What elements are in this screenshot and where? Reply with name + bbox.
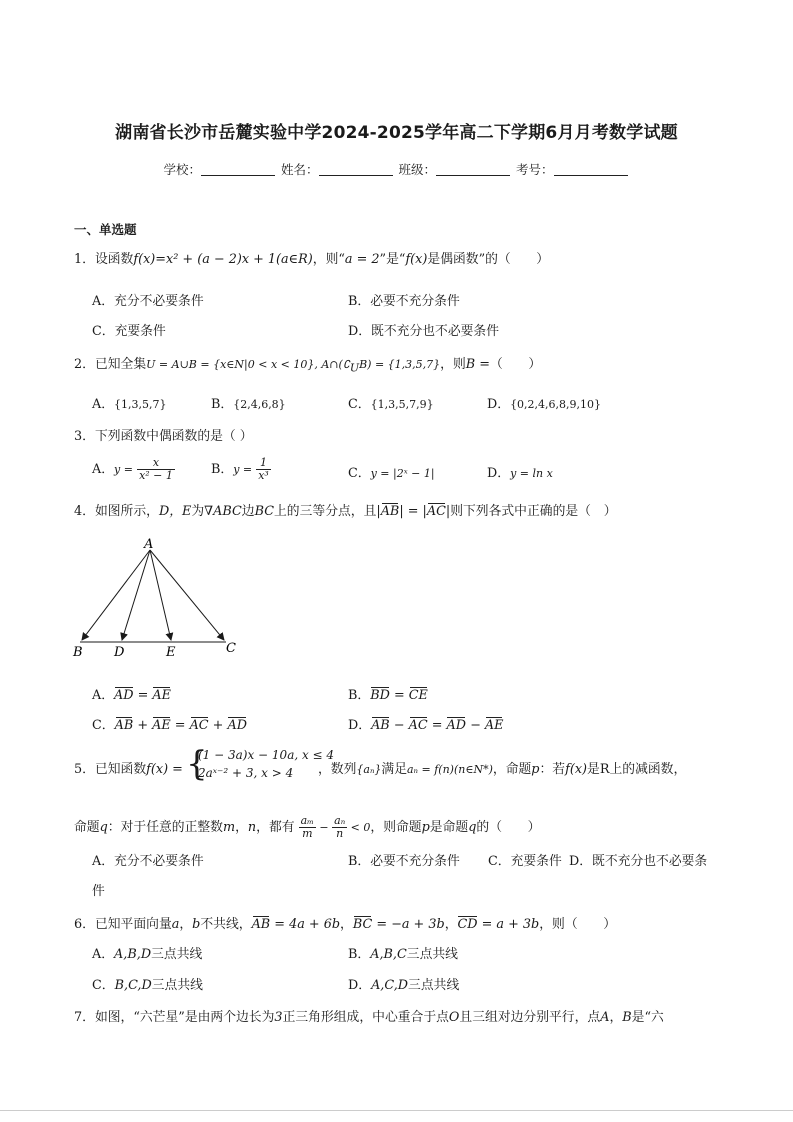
- vector-b: b: [192, 917, 201, 932]
- q6-text: ，: [444, 917, 458, 932]
- q2-number: 2．: [74, 357, 95, 372]
- vector-ad-arrow: [122, 550, 150, 640]
- q4-text: 上的三等分点，且: [274, 504, 377, 519]
- q4-option-a-label: A．: [92, 688, 115, 703]
- q6-option-a-text: 三点共线: [151, 947, 203, 962]
- q7-formula: B: [622, 1010, 632, 1025]
- vector-ae: AE: [152, 688, 172, 703]
- q3-option-c-value: y = |2ˣ − 1|: [370, 467, 435, 480]
- name-blank[interactable]: [319, 163, 393, 176]
- q6-formula: = −a + 3b: [372, 917, 445, 932]
- q2-option-a-label: A．: [92, 397, 115, 412]
- section-heading: 一、单选题: [74, 222, 137, 237]
- id-label: 考号：: [515, 162, 554, 177]
- q1-text: ”是“: [379, 252, 406, 267]
- q4-text: 则下列各式中正确的是（ ）: [450, 504, 617, 519]
- vector-bd: BD: [370, 688, 390, 703]
- name-label: 姓名：: [280, 162, 319, 177]
- school-label: 学校：: [163, 162, 201, 177]
- q2-formula: U = A∪B = {x∈N|0 < x < 10}, A∩(∁: [146, 358, 350, 371]
- q4-option-d-label: D．: [348, 718, 372, 733]
- q5-text: ：对于任意的正整数: [107, 820, 223, 835]
- q3-option-b-fraction: [256, 457, 271, 482]
- q2-option-a-value: {1,3,5,7}: [114, 398, 167, 411]
- q6-formula: = 4a + 6b: [270, 917, 341, 932]
- q6-option-c[interactable]: [92, 974, 203, 993]
- q3-option-b-label: B．: [211, 462, 234, 477]
- q6-text: ，: [340, 917, 353, 932]
- q5-option-c[interactable]: C．充要条件: [488, 854, 562, 869]
- vector-ab: AB: [380, 504, 400, 519]
- q5-text: 已知函数: [94, 762, 147, 777]
- q6-option-d-text: 三点共线: [408, 978, 460, 993]
- fraction-denominator: x² − 1: [139, 469, 173, 482]
- q5-formula: n: [247, 820, 257, 835]
- q7-text: 如图，“六芒星”是由两个边长为: [94, 1010, 275, 1025]
- vector-ac: AC: [189, 718, 209, 733]
- fraction-numerator: aₙ: [334, 814, 346, 827]
- q6-text: ，: [179, 917, 193, 932]
- q7-text: 且三组对边分别平行，点: [459, 1010, 601, 1025]
- q1-text: 设函数: [94, 252, 134, 267]
- point-label-d: D: [114, 645, 125, 660]
- q7-number: 7．: [74, 1010, 95, 1025]
- q6-option-c-text: 三点共线: [151, 978, 203, 993]
- q7-formula: A: [600, 1010, 610, 1025]
- q5-stem-line1: [74, 758, 183, 777]
- q5-case-1: (1 − 3a)x − 10a, x ≤ 4: [198, 748, 335, 762]
- q4-stem: 4．如图所示，D，E为∇ABC边BC上的三等分点，且|AB| = |AC|则下列各式中正确的是（ ）: [74, 504, 617, 519]
- q3-stem: [74, 425, 253, 444]
- exam-title: 湖南省长沙市岳麓实验中学2024-2025学年高二下学期6月月考数学试题: [115, 123, 678, 143]
- q6-option-c-label: C．: [92, 978, 115, 993]
- q6-option-d-label: D．: [348, 978, 372, 993]
- q2-option-a[interactable]: [92, 393, 167, 412]
- vector-ab: AB: [114, 718, 134, 733]
- q2-option-c-label: C．: [348, 397, 371, 412]
- q5-fraction-am: [299, 815, 316, 840]
- q2-option-b-label: B．: [211, 397, 234, 412]
- equals-sign: =: [133, 688, 153, 703]
- equals-sign: =: [170, 718, 190, 733]
- q5-text: 是: [587, 762, 600, 777]
- q1-option-c[interactable]: C．充要条件: [92, 324, 166, 339]
- q3-option-d-value: y = ln x: [510, 467, 553, 480]
- q6-text: ，则（ ）: [539, 917, 617, 932]
- q4-option-b[interactable]: [348, 684, 428, 703]
- q5-formula: aₙ = f(n)(n∈N*): [407, 763, 493, 776]
- q5-text: ：若: [539, 762, 566, 777]
- q5-formula: p: [421, 820, 430, 835]
- q5-stem-line1-rest: [318, 758, 686, 777]
- q5-text: 满足: [381, 762, 407, 777]
- q2-option-d-label: D．: [487, 397, 511, 412]
- minus-sign: −: [466, 718, 485, 733]
- q4-text: 边: [241, 504, 255, 519]
- q2-formula: B) = {1,3,5,7}: [359, 358, 441, 371]
- q7-text: 正三角形组成，中心重合于点: [282, 1010, 449, 1025]
- id-blank[interactable]: [554, 163, 628, 176]
- minus-sign: −: [389, 718, 409, 733]
- q5-option-d-wrap: 件: [92, 884, 105, 899]
- vector-ad: AD: [446, 718, 466, 733]
- q2-option-b[interactable]: [211, 393, 286, 412]
- q5-text: ，数列: [318, 762, 357, 777]
- q3-option-b-lhs: y =: [233, 463, 253, 476]
- q3-option-b[interactable]: [211, 457, 271, 482]
- q6-option-b-label: B．: [348, 947, 371, 962]
- q5-option-d[interactable]: D．既不充分也不必要条: [569, 854, 708, 869]
- school-blank[interactable]: [201, 163, 275, 176]
- q4-text: 如图所示，: [94, 504, 159, 519]
- q4-triangle-figure: [70, 532, 250, 662]
- class-label: 班级：: [398, 162, 436, 177]
- q3-option-a-lhs: y =: [114, 463, 133, 476]
- q6-formula: = a + 3b: [477, 917, 540, 932]
- q2-option-d-value: {0,2,4,6,8,9,10}: [510, 398, 602, 411]
- q5-formula: m: [222, 820, 236, 835]
- q7-stem: [74, 1006, 664, 1025]
- vector-ad: AD: [114, 688, 134, 703]
- q4-formula: ∇ABC: [204, 504, 242, 519]
- fraction-denominator: x³: [258, 469, 269, 482]
- q1-stem: [74, 248, 549, 267]
- vector-ae: AE: [484, 718, 504, 733]
- q5-text: 上的减函数，: [609, 762, 687, 777]
- equals-sign: =: [427, 718, 447, 733]
- q6-option-a-points: A,B,D: [114, 947, 152, 962]
- q1-text: 是偶函数”的（ ）: [427, 252, 550, 267]
- q3-text: 下列函数中偶函数的是（ ）: [94, 429, 253, 444]
- q5-formula: f(x): [565, 762, 588, 777]
- q5-formula: f(x) =: [146, 762, 183, 777]
- vector-cd: CD: [457, 917, 478, 932]
- vector-a: a: [171, 917, 180, 932]
- q1-option-d[interactable]: D．既不充分也不必要条件: [348, 324, 500, 339]
- q5-text: 是命题: [429, 820, 469, 835]
- q2-option-c[interactable]: [348, 393, 434, 412]
- q2-option-d[interactable]: [487, 393, 601, 412]
- q5-formula: q: [468, 820, 477, 835]
- point-label-c: C: [226, 641, 236, 656]
- vector-ab: AB: [251, 917, 271, 932]
- q3-option-a-label: A．: [92, 462, 115, 477]
- q3-option-c[interactable]: [348, 462, 435, 481]
- q5-formula: < 0: [347, 821, 371, 834]
- q5-stem-line2: [74, 815, 540, 840]
- q5-number: 5．: [74, 762, 95, 777]
- q6-stem: [74, 913, 616, 932]
- q5-text: ，命题: [492, 762, 532, 777]
- q4-number: 4．: [74, 504, 95, 519]
- q4-option-d[interactable]: [348, 714, 503, 733]
- plus-sign: +: [133, 718, 153, 733]
- q4-option-c[interactable]: [92, 714, 247, 733]
- q6-option-d[interactable]: [348, 974, 459, 993]
- q5-case-2: 2aˣ⁻² + 3, x > 4: [198, 766, 294, 780]
- q2-option-b-value: {2,4,6,8}: [233, 398, 286, 411]
- q1-formula: f(x): [405, 252, 428, 267]
- q1-formula: f(x)=x² + (a − 2)x + 1(a∈R): [133, 252, 313, 267]
- q3-option-a[interactable]: [92, 457, 175, 482]
- q1-option-a[interactable]: A．充分不必要条件: [92, 294, 204, 309]
- minus-sign: −: [315, 821, 333, 834]
- student-info-line: [0, 160, 793, 178]
- q5-text: 的（ ）: [476, 820, 541, 835]
- q4-formula: BC: [254, 504, 274, 519]
- q1-text: ，则“: [312, 252, 345, 267]
- q6-text: 不共线，: [200, 917, 252, 932]
- q6-number: 6．: [74, 917, 95, 932]
- q6-option-a[interactable]: [92, 943, 202, 962]
- vector-ac-arrow: [150, 550, 224, 640]
- q3-option-c-label: C．: [348, 466, 371, 481]
- q5-formula: {aₙ}: [356, 763, 382, 776]
- q2-formula-sub: U: [349, 361, 360, 375]
- vector-ac: AC: [426, 504, 446, 519]
- q2-text: ，则: [440, 357, 466, 372]
- q5-text: ，则命题: [370, 820, 422, 835]
- q2-text: （ ）: [489, 357, 542, 372]
- q4-formula: =: [403, 504, 423, 519]
- q6-option-d-points: A,C,D: [371, 978, 409, 993]
- q4-formula: D，E: [158, 504, 192, 519]
- q2-formula: B =: [465, 357, 490, 372]
- q3-option-d-label: D．: [487, 466, 511, 481]
- q3-option-a-fraction: [137, 457, 175, 482]
- q3-number: 3．: [74, 429, 95, 444]
- q5-piecewise-brace: {: [186, 744, 208, 784]
- fraction-numerator: 1: [256, 457, 271, 470]
- q2-stem: [74, 353, 541, 375]
- class-blank[interactable]: [436, 163, 510, 176]
- equals-sign: =: [389, 688, 409, 703]
- q5-option-a[interactable]: A．充分不必要条件: [92, 854, 204, 869]
- fraction-denominator: n: [336, 827, 344, 840]
- vector-ac: AC: [408, 718, 428, 733]
- q7-formula: O: [448, 1010, 460, 1025]
- q1-number: 1．: [74, 252, 95, 267]
- q4-text: 为: [191, 504, 205, 519]
- q4-option-a[interactable]: [92, 684, 171, 703]
- q5-formula: p: [531, 762, 540, 777]
- q6-option-b-points: A,B,C: [370, 947, 407, 962]
- q7-text: 是“六: [631, 1010, 664, 1025]
- point-label-e: E: [166, 645, 176, 660]
- q5-formula: R: [599, 762, 610, 777]
- point-label-b: B: [73, 645, 83, 660]
- q4-option-b-label: B．: [348, 688, 371, 703]
- q5-fraction-an: [332, 815, 347, 840]
- vector-ab: AB: [371, 718, 390, 733]
- vector-ae: AE: [152, 718, 171, 733]
- q5-text: ，都有: [256, 820, 295, 835]
- vector-ad: AD: [227, 718, 247, 733]
- vector-ce: CE: [408, 688, 428, 703]
- vector-bc: BC: [352, 917, 373, 932]
- fraction-numerator: aₘ: [300, 814, 314, 827]
- q2-option-c-value: {1,3,5,7,9}: [370, 398, 434, 411]
- q3-option-d[interactable]: [487, 462, 553, 481]
- q7-text: ，: [609, 1010, 623, 1025]
- q5-formula: q: [99, 820, 108, 835]
- fraction-denominator: m: [302, 827, 313, 840]
- q6-text: 已知平面向量: [94, 917, 172, 932]
- q2-text: 已知全集: [94, 357, 147, 372]
- page-bottom-divider: [0, 1110, 793, 1111]
- fraction-numerator: x: [137, 457, 175, 470]
- q6-option-c-points: B,C,D: [114, 978, 152, 993]
- q6-option-b[interactable]: [348, 943, 458, 962]
- point-label-a: A: [144, 537, 154, 552]
- q1-formula: a = 2: [344, 252, 380, 267]
- plus-sign: +: [208, 718, 228, 733]
- q5-option-b[interactable]: B．必要不充分条件: [348, 854, 460, 869]
- q7-formula: 3: [274, 1010, 283, 1025]
- vector-ab-arrow: [82, 550, 150, 640]
- q5-text: ，: [235, 820, 248, 835]
- q4-option-c-label: C．: [92, 718, 115, 733]
- q6-option-b-text: 三点共线: [406, 947, 458, 962]
- q1-option-b[interactable]: B．必要不充分条件: [348, 294, 460, 309]
- q5-text: 命题: [74, 820, 100, 835]
- q6-option-a-label: A．: [92, 947, 115, 962]
